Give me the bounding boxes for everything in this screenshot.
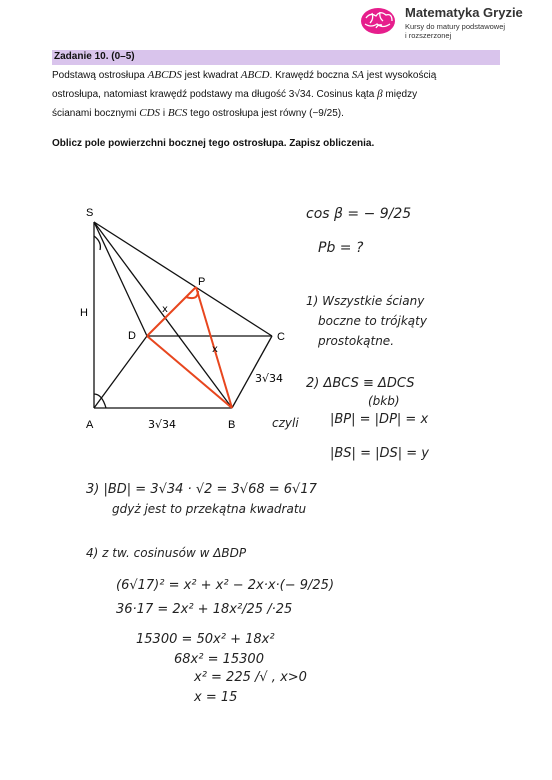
note-s1-c: prostokątne.: [318, 334, 395, 348]
note-s4-e: 68x² = 15300: [174, 652, 264, 667]
note-s4-d: 15300 = 50x² + 18x²: [136, 632, 275, 647]
label-x1: x: [162, 304, 168, 315]
label-ab: 3√34: [148, 418, 177, 431]
label-c: C: [277, 331, 285, 343]
brand-subtitle-line2: i rozszerzonej: [405, 31, 452, 40]
note-s3-b: gdyż jest to przekątna kwadratu: [112, 502, 307, 516]
note-s4-f: x² = 225 /√ , x>0: [194, 670, 307, 685]
label-bc: 3√34: [255, 372, 284, 385]
task-instruction: Oblicz pole powierzchni bocznej tego ostrosłupa. Zapisz obliczenia.: [52, 138, 375, 149]
label-p: P: [198, 276, 206, 288]
note-s4-c: 36·17 = 2x² + 18x²/25 /·25: [116, 602, 293, 617]
note-s1-b: boczne to trójkąty: [318, 314, 427, 328]
note-s2-c: czyli: [272, 416, 299, 430]
note-s4-b: (6√17)² = x² + x² − 2x·x·(− 9/25): [116, 578, 335, 593]
note-pb: Pb = ?: [318, 240, 364, 256]
note-s2-b: (bkb): [368, 394, 400, 408]
note-s3-a: 3) |BD| = 3√34 · √2 = 3√68 = 6√17: [86, 482, 317, 497]
note-cos: cos β = − 9/25: [306, 206, 412, 222]
brand-subtitle-line1: Kursy do matury podstawowej: [405, 22, 506, 31]
label-h: H: [80, 307, 88, 319]
note-s4-g: x = 15: [194, 690, 238, 705]
note-s1-a: 1) Wszystkie ściany: [306, 294, 425, 308]
label-a: A: [86, 419, 94, 431]
brand-title: Matematyka Gryzie: [405, 5, 523, 20]
task-line-3: ścianami bocznymi CDS i BCS tego ostrosłupa jest równy (−9/25).: [52, 107, 344, 119]
label-x2: x: [212, 344, 218, 355]
note-s4-a: 4) z tw. cosinusów w ΔBDP: [86, 546, 247, 560]
label-d: D: [128, 330, 136, 342]
label-s: S: [86, 207, 94, 219]
task-line-1: Podstawą ostrosłupa ABCDS jest kwadrat ABCD. Krawędź boczna SA jest wysokością: [52, 69, 437, 81]
note-s2-a: 2) ΔBCS ≡ ΔDCS: [306, 376, 415, 391]
note-s2-e: |BS| = |DS| = y: [330, 446, 429, 461]
label-b: B: [228, 419, 236, 431]
task-title: Zadanie 10. (0–5): [54, 51, 135, 62]
task-line-2: ostrosłupa, natomiast krawędź podstawy ma długość 3√34. Cosinus kąta β między: [52, 88, 418, 100]
note-s2-d: |BP| = |DP| = x: [330, 412, 429, 427]
